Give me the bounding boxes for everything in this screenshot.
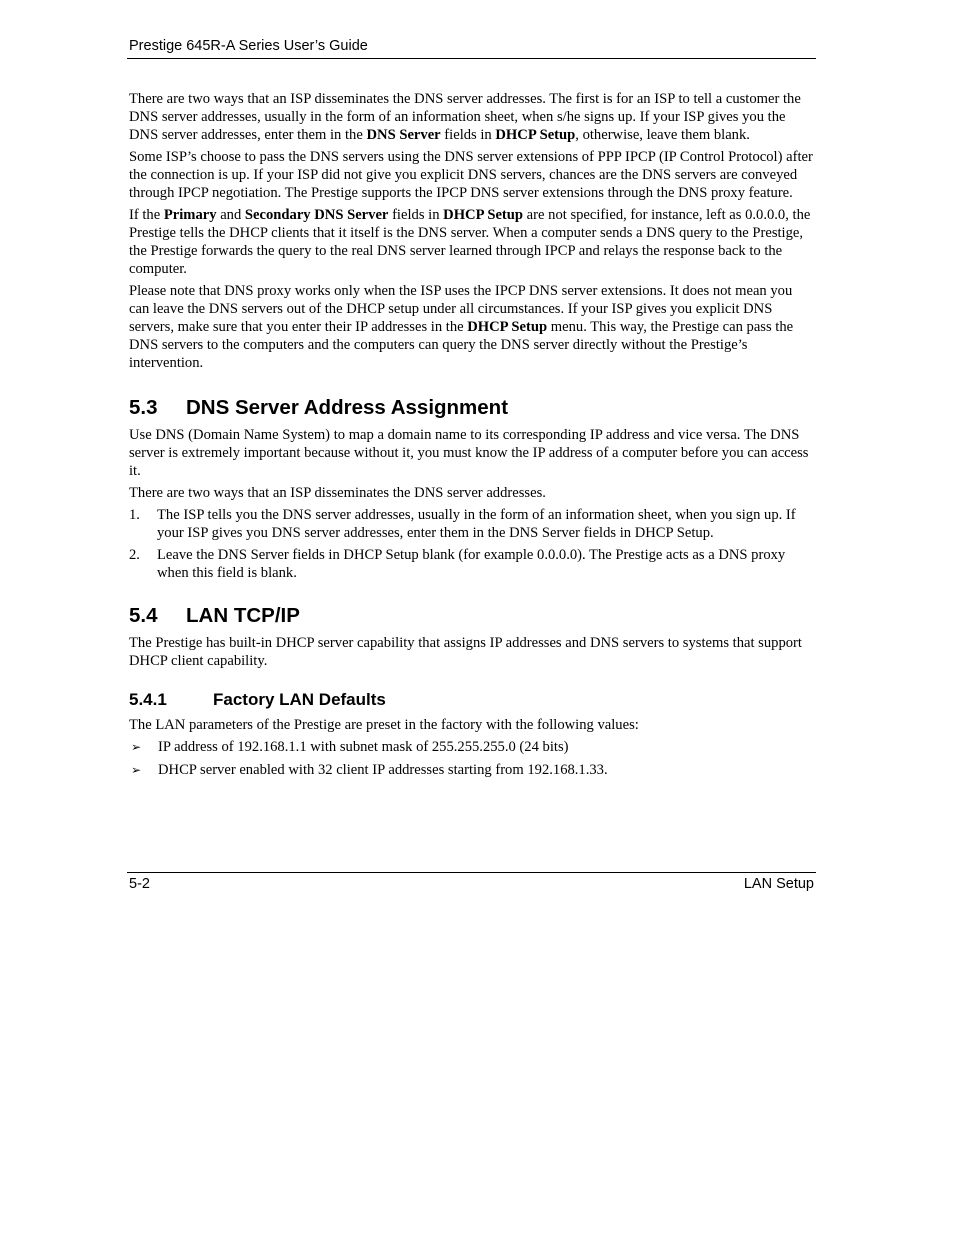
section-heading-5-3 bbox=[129, 396, 813, 420]
chapter-name: LAN Setup bbox=[743, 876, 814, 892]
subsection-title: Factory LAN Defaults bbox=[213, 690, 386, 709]
list-marker: 1. bbox=[129, 507, 140, 523]
list-item-text: IP address of 192.168.1.1 with subnet mask of 255.255.255.0 (24 bits) bbox=[158, 739, 569, 755]
list-item bbox=[129, 506, 813, 542]
arrow-bullet-icon: ➢ bbox=[131, 763, 142, 777]
list-item-text: The ISP tells you the DNS server addresses, usually in the form of an information sheet, when you sign up. If your ISP gives you DNS server addresses, enter them in the DNS Server fields in DHCP Setup. bbox=[157, 507, 796, 541]
bullet-list bbox=[129, 738, 813, 779]
arrow-bullet-icon: ➢ bbox=[131, 740, 142, 754]
intro-paragraph-3: If the Primary and Secondary DNS Server fields in DHCP Setup are not specified, for instance, left as 0.0.0.0, the Prestige tells the DHCP clients that it itself is the DNS server. When a computer sends a DNS query to the Prestige, the Prestige forwards the query to the real DNS server learned through IPCP and relays the response back to the computer. bbox=[129, 207, 811, 277]
intro-paragraph-4: Please note that DNS proxy works only when the ISP uses the IPCP DNS server extensions. It does not mean you can leave the DNS servers out of the DHCP setup under all circumstances. If your ISP gives you explicit DNS servers, make sure that you enter their IP addresses in the DHCP Setup menu. This way, the Prestige can pass the DNS servers to the computers and the computers can query the DNS server directly without the Prestige’s intervention. bbox=[129, 283, 794, 371]
intro-paragraph-2: Some ISP’s choose to pass the DNS servers using the DNS server extensions of PPP IPCP (IP Control Protocol) after the connection is up. If your ISP did not give you explicit DNS servers, chances are the DNS servers are conveyed through IPCP negotiation. The Prestige supports the IPCP DNS server extensions through the DNS proxy feature. bbox=[129, 149, 813, 201]
list-item bbox=[129, 738, 813, 756]
section-5-4-1-paragraph-1: The LAN parameters of the Prestige are preset in the factory with the following values: bbox=[129, 717, 639, 733]
list-item bbox=[129, 761, 813, 779]
page-content bbox=[129, 90, 813, 784]
section-number: 5.3 bbox=[129, 396, 158, 419]
numbered-list bbox=[129, 506, 813, 582]
running-header: Prestige 645R-A Series User’s Guide bbox=[129, 38, 368, 54]
list-item-text: DHCP server enabled with 32 client IP addresses starting from 192.168.1.33. bbox=[158, 762, 608, 778]
running-footer bbox=[129, 875, 814, 893]
section-number: 5.4 bbox=[129, 604, 158, 627]
section-5-3-paragraph-2: There are two ways that an ISP disseminates the DNS server addresses. bbox=[129, 485, 546, 501]
page-number: 5-2 bbox=[129, 876, 150, 892]
list-item bbox=[129, 546, 813, 582]
section-title: LAN TCP/IP bbox=[186, 604, 300, 627]
section-5-3-paragraph-1: Use DNS (Domain Name System) to map a domain name to its corresponding IP address and vice versa. The DNS server is extremely important because without it, you must know the IP address of a computer before you can access it. bbox=[129, 427, 809, 479]
list-marker: 2. bbox=[129, 547, 140, 563]
subsection-heading-5-4-1 bbox=[129, 690, 813, 710]
footer-divider bbox=[127, 872, 816, 873]
subsection-number: 5.4.1 bbox=[129, 690, 167, 709]
section-title: DNS Server Address Assignment bbox=[186, 396, 509, 419]
section-5-4-paragraph-1: The Prestige has built-in DHCP server capability that assigns IP addresses and DNS servers to systems that support DHCP client capability. bbox=[129, 635, 802, 669]
list-item-text: Leave the DNS Server fields in DHCP Setup blank (for example 0.0.0.0). The Prestige acts as a DNS proxy when this field is blank. bbox=[157, 547, 786, 581]
header-divider bbox=[127, 58, 816, 59]
section-heading-5-4 bbox=[129, 604, 813, 628]
intro-paragraph-1: There are two ways that an ISP disseminates the DNS server addresses. The first is for an ISP to tell a customer the DNS server addresses, usually in the form of an information sheet, when s/he signs up. If your ISP gives you the DNS server addresses, enter them in the DNS Server fields in DHCP Setup, otherwise, leave them blank. bbox=[129, 91, 801, 143]
